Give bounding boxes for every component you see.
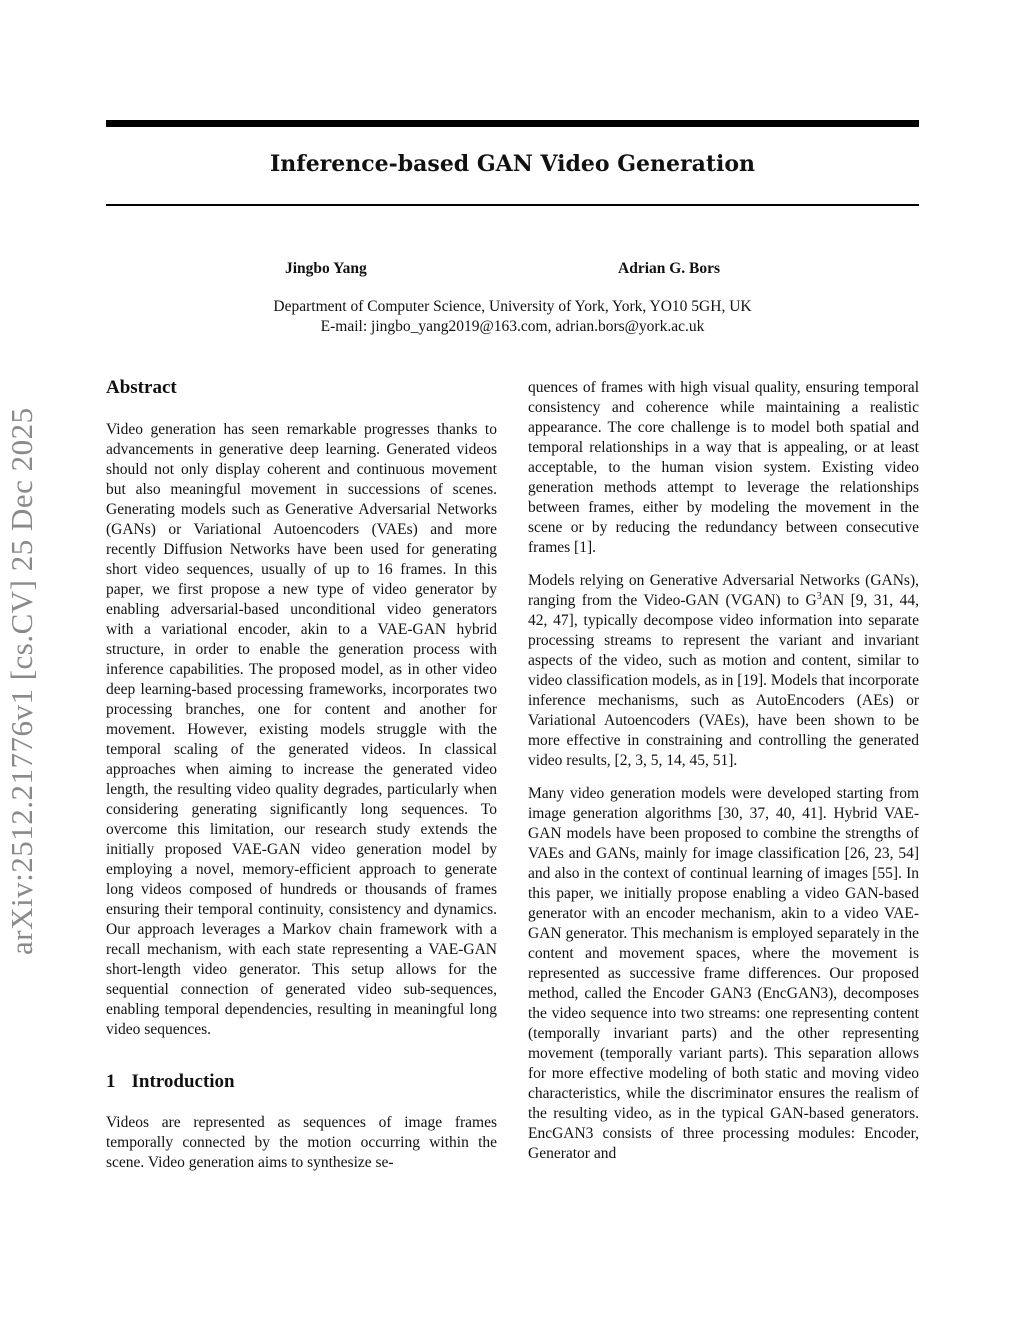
title-bottom-rule: [106, 204, 919, 206]
intro-paragraph-2: [528, 571, 919, 771]
title-top-rule: [106, 120, 919, 127]
section-title: Introduction: [131, 1071, 235, 1092]
p2-superscript: 3: [816, 590, 822, 602]
email-line: E-mail: jingbo_yang2019@163.com, adrian.bors@york.ac.uk: [320, 318, 705, 335]
abstract-heading: Abstract: [106, 377, 177, 398]
introduction-heading: [106, 1070, 497, 1094]
right-column: [528, 378, 919, 1164]
p2-pre: Models relying on Generative Adversarial Networks (GANs), ranging from the Video-GAN (VGAN) to G: [528, 572, 919, 609]
author-2: Adrian G. Bors: [618, 260, 721, 277]
arxiv-side-identifier: arXiv:2512.21776v1 [cs.CV] 25 Dec 2025: [4, 407, 39, 955]
abstract-text: Video generation has seen remarkable progresses thanks to advancements in generative deep learning. Generated videos should not only display coherent and continuous movement but also meaningful movement in successions of scenes. Generating models such as Generative Adversarial Networks (GANs) or Variational Autoencoders (VAEs) and more recently Diffusion Networks have been used for generating short video sequences, usually of up to 16 frames. In this paper, we first propose a new type of video generator by enabling adversarial-based unconditional video generators with a variational encoder, akin to a VAE-GAN hybrid structure, in order to enable the generation process with inference capabilities. The proposed model, as in other video deep learning-based processing frameworks, incorporates two processing branches, one for content and another for movement. However, existing models struggle with the temporal scaling of the generated videos. In classical approaches when aiming to increase the generated video length, the resulting video quality degrades, particularly when considering generating significantly long sequences. To overcome this limitation, our research study extends the initially proposed VAE-GAN video generation model by employing a novel, memory-efficient approach to generate long videos composed of hundreds or thousands of frames ensuring their temporal continuity, consistency and dynamics. Our approach leverages a Markov chain framework with a recall mechanism, with each state representing a VAE-GAN short-length video generator. This setup allows for the sequential connection of generated video sub-sequences, enabling temporal dependencies, resulting in meaningful long video sequences.: [106, 421, 497, 1038]
intro-paragraph-3: Many video generation models were developed starting from image generation algorithms [30, 37, 40, 41]. Hybrid VAE-GAN models have been proposed to combine the strengths of VAEs and GANs, mainly for image classification [26, 23, 54] and also in the context of continual learning of images [55]. In this paper, we initially propose enabling a video GAN-based generator with an encoder mechanism, akin to a video VAE-GAN generator. This mechanism is employed separately in the content and movement spaces, where the movement is represented as successive frame differences. Our proposed method, called the Encoder GAN3 (EncGAN3), decomposes the video sequence into two streams: one representing content (temporally invariant parts) and the other representing movement (temporally variant parts). This separation allows for more effective modeling of both static and moving video characteristics, while the discriminator ensures the realism of the resulting video, as in the typical GAN-based generators. EncGAN3 consists of three processing modules: Encoder, Generator and: [528, 785, 919, 1162]
intro-paragraph-1-start: Videos are represented as sequences of image frames temporally connected by the motion occurring within the scene. Video generation aims to synthesize se-: [106, 1114, 497, 1171]
author-1: Jingbo Yang: [285, 260, 367, 277]
paper-title: Inference-based GAN Video Generation: [269, 151, 756, 177]
affiliation: Department of Computer Science, University of York, York, YO10 5GH, UK: [273, 298, 752, 315]
intro-paragraph-1-continued: quences of frames with high visual quality, ensuring temporal consistency and coherence while maintaining a realistic appearance. The core challenge is to model both spatial and temporal relationships in a way that is appealing, or at least acceptable, to the human vision system. Existing video generation methods attempt to leverage the relationships between frames, either by modeling the movement in the scene or by reducing the redundancy between consecutive frames [1].: [528, 379, 919, 556]
left-column: [106, 376, 497, 1173]
section-number: 1: [106, 1071, 116, 1092]
p2-post: AN [9, 31, 44, 42, 47], typically decompose video information into separate processing streams to represent the variant and invariant aspects of the video, such as motion and content, similar to video classification models, as in [19]. Models that incorporate inference mechanisms, such as AutoEncoders (AEs) or Variational Autoencoders (VAEs), have been shown to be more effective in constraining and controlling the generated video results, [2, 3, 5, 14, 45, 51].: [528, 592, 919, 769]
